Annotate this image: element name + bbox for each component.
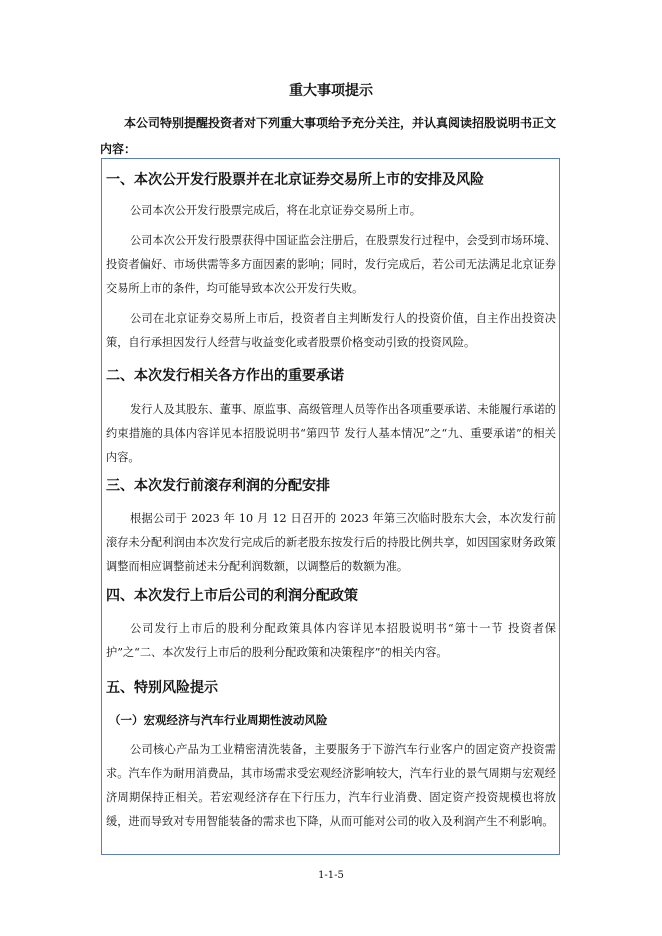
paragraph: 公司发行上市后的股利分配政策具体内容详见本招股说明书“第十一节 投资者保护”之“二、本次发行上市后的股利分配政策和决策程序”的相关内容。 [106,622,556,659]
section-heading-5: 五、特别风险提示 [106,680,218,696]
page-title: 重大事项提示 [289,83,373,99]
paragraph: 公司核心产品为工业精密清洗装备，主要服务于下游汽车行业客户的固定资产投资需求。汽车作为耐用消费品，其市场需求受宏观经济影响较大，汽车行业的景气周期与宏观经济周期保持正相关。若宏观经济存在下行压力，汽车行业消费、固定资产投资规模也将放缓，进而导致对专用智能装备的需求也下降，从而可能对公司的收入及利润产生不利影响。 [106,743,556,828]
subsection-heading: （一）宏观经济与汽车行业周期性波动风险 [109,713,328,727]
paragraph: 公司在北京证券交易所上市后，投资者自主判断发行人的投资价值，自主作出投资决策，自行承担因发行人经营与收益变化或者股票价格变动引致的投资风险。 [106,312,556,349]
paragraph: 公司本次公开发行股票获得中国证监会注册后，在股票发行过程中，会受到市场环境、投资者偏好、市场供需等多方面因素的影响；同时，发行完成后，若公司无法满足北京证券交易所上市的条件，均可能导致本次公开发行失败。 [106,234,556,295]
paragraph: 公司本次公开发行股票完成后，将在北京证券交易所上市。 [130,204,421,217]
paragraph: 根据公司于 2023 年 10 月 12 日召开的 2023 年第三次临时股东大会，本次发行前滚存未分配利润由本次发行完成后的新老股东按发行后的持股比例共享，如因国家财务政策调整而相应调整前述未分配利润数额，以调整后的数额为准。 [106,512,556,573]
notice-text: 本公司特别提醒投资者对下列重大事项给予充分关注，并认真阅读招股说明书正文内容： [100,116,557,156]
section-heading-4: 四、本次发行上市后公司的利润分配政策 [106,588,358,604]
section-heading-3: 三、本次发行前滚存利润的分配安排 [106,478,330,494]
page-number: 1-1-5 [318,870,344,881]
section-heading-1: 一、本次公开发行股票并在北京证券交易所上市的安排及风险 [106,172,484,188]
section-heading-2: 二、本次发行相关各方作出的重要承诺 [106,368,344,384]
paragraph: 发行人及其股东、董事、原监事、高级管理人员等作出各项重要承诺、未能履行承诺的约束措施的具体内容详见本招股说明书“第四节 发行人基本情况”之“九、重要承诺”的相关内容。 [106,403,556,464]
